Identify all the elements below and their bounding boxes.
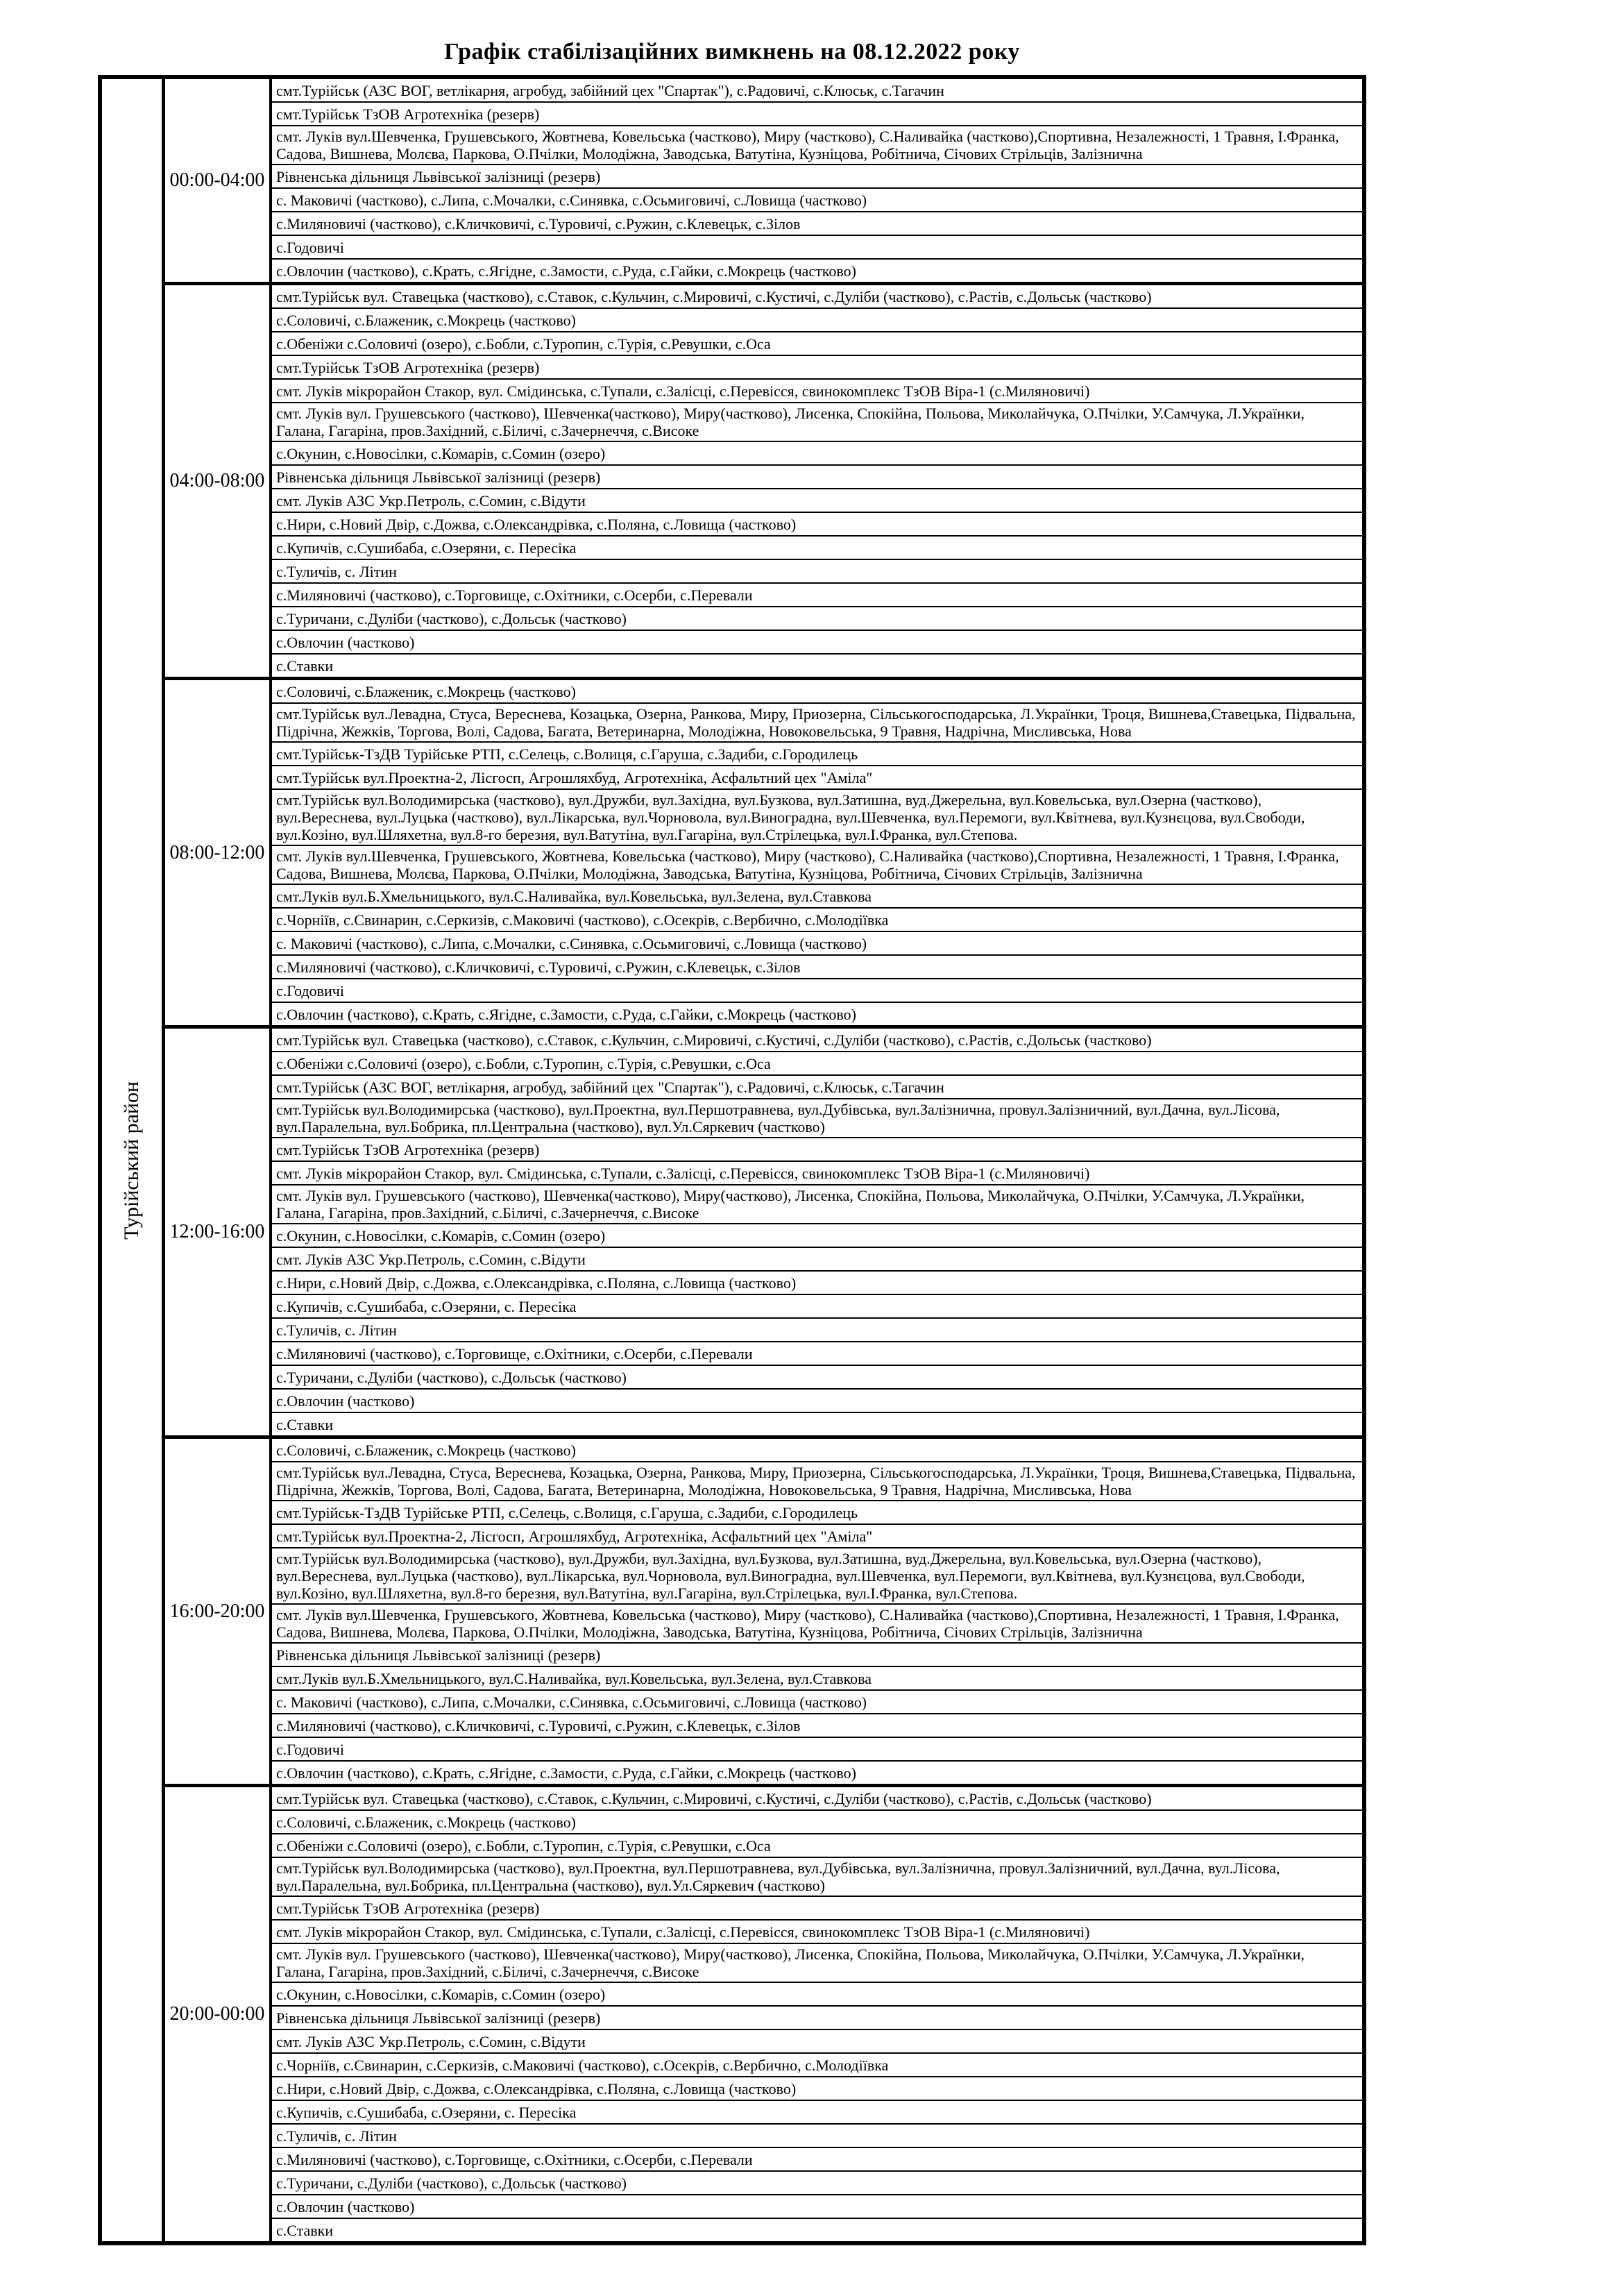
table-row: с.Годовичі	[272, 236, 1362, 260]
table-row: с.Туличів, с. Літин	[272, 560, 1362, 584]
schedule-block	[165, 1439, 1362, 1787]
table-row: смт.Турійськ-ТзДВ Турійське РТП, с.Селець, с.Волиця, с.Гаруша, с.Задиби, с.Городилець	[272, 743, 1362, 766]
table-row: с.Купичів, с.Сушибаба, с.Озеряни, с. Пересіка	[272, 1295, 1362, 1319]
table-row: смт.Турійськ вул.Проектна-2, Лісгосп, Агрошляхбуд, Агротехніка, Асфальтний цех "Аміла"	[272, 1525, 1362, 1548]
rows-container	[272, 680, 1362, 1025]
time-range-cell: 20:00-00:00	[165, 1787, 272, 2241]
schedule-block	[165, 285, 1362, 680]
table-row: смт.Турійськ вул.Левадна, Стуса, Вереснева, Козацька, Озерна, Ранкова, Миру, Приозерна, Сільськогосподарська, Л.Українки, Троця, Вишнева,Ставецька, Підвальна, Підрічна, Жежків, Торгова, Волі, Садова, Багата, Ветеринарна, Молодіжна, Новоковельська, 9 Травня, Надрічна, Мисливська, Нова	[272, 1462, 1362, 1501]
table-row: смт. Луків вул.Шевченка, Грушевського, Жовтнева, Ковельська (частково), Миру (частково), С.Наливайка (частково),Спортивна, Незалежності, 1 Травня, І.Франка, Садова, Вишнева, Молєва, Паркова, О.Пчілки, Молодіжна, Заводська, Ватутіна, Кузніцова, Робітнича, Січових Стрільців, Залізнична	[272, 846, 1362, 885]
table-row: смт.Турійськ (АЗС ВОГ, ветлікарня, агробуд, забійний цех "Спартак"), с.Радовичі, с.Клюськ, с.Тагачин	[272, 79, 1362, 103]
table-row: с. Маковичі (частково), с.Липа, с.Мочалки, с.Синявка, с.Осьмиговичі, с.Ловища (частково)	[272, 1691, 1362, 1714]
table-row: с.Овлочин (частково)	[272, 1390, 1362, 1413]
rows-container	[272, 1439, 1362, 1784]
table-row: с.Окунин, с.Новосілки, с.Комарів, с.Сомин (озеро)	[272, 1224, 1362, 1248]
region-label: Турійський район	[120, 1081, 143, 1240]
table-row: смт.Турійськ вул. Ставецька (частково), с.Ставок, с.Кульчин, с.Мировичі, с.Кустичі, с.Дуліби (частково), с.Растів, с.Дольськ (частково)	[272, 285, 1362, 309]
table-row: с.Соловичі, с.Блаженик, с.Мокрець (частково)	[272, 680, 1362, 704]
table-row: смт.Турійськ вул.Левадна, Стуса, Вереснева, Козацька, Озерна, Ранкова, Миру, Приозерна, Сільськогосподарська, Л.Українки, Троця, Вишнева,Ставецька, Підвальна, Підрічна, Жежків, Торгова, Волі, Садова, Багата, Ветеринарна, Молодіжна, Новоковельська, 9 Травня, Надрічна, Мисливська, Нова	[272, 704, 1362, 743]
table-row: с.Овлочин (частково), с.Крать, с.Ягідне, с.Замости, с.Руда, с.Гайки, с.Мокрець (частково)	[276, 1764, 856, 1782]
table-row: смт. Луків мікрорайон Стакор, вул. Смідинська, с.Тупали, с.Залісці, с.Перевісся, свинокомплекс ТзОВ Віра-1 (с.Миляновичі)	[272, 380, 1362, 403]
table-row: смт. Луків вул.Шевченка, Грушевського, Жовтнева, Ковельська (частково), Миру (частково), С.Наливайка (частково),Спортивна, Незалежності, 1 Травня, І.Франка, Садова, Вишнева, Молєва, Паркова, О.Пчілки, Молодіжна, Заводська, Ватутіна, Кузніцова, Робітнича, Січових Стрільців, Залізнична	[272, 126, 1362, 165]
table-row: с. Маковичі (частково), с.Липа, с.Мочалки, с.Синявка, с.Осьмиговичі, с.Ловища (частково)	[272, 932, 1362, 956]
table-row: смт.Турійськ вул.Володимирська (частково), вул.Дружби, вул.Західна, вул.Бузкова, вул.Затишна, вуд.Джерельна, вул.Ковельська, вул.Озерна (частково), вул.Вереснева, вул.Луцька (частково), вул.Лікарська, вул.Чорновола, вул.Виноградна, вул.Шевченка, вул.Перемоги, вул.Квітнева, вул.Кузнєцова, вул.Свободи, вул.Козіно, вул.Шляхетна, вул.8-го березня, вул.Ватутіна, вул.Гагаріна, вул.Стрілецька, вул.І.Франка, вул.Степова.	[272, 1548, 1362, 1605]
rows-container	[272, 79, 1362, 282]
table-row: Рівненська дільниця Львівської залізниці (резерв)	[272, 466, 1362, 489]
table-row: с.Обеніжи с.Соловичі (озеро), с.Бобли, с.Туропин, с.Турія, с.Ревушки, с.Оса	[272, 332, 1362, 356]
table-row: смт. Луків вул. Грушевського (частково), Шевченка(частково), Миру(частково), Лисенка, Спокійна, Польова, Миколайчука, О.Пчілки, У.Самчука, Л.Українки, Галана, Гагаріна, пров.Західний, с.Біличі, с.Зачернеччя, с.Високе	[272, 1944, 1362, 1983]
table-row: с.Туричани, с.Дуліби (частково), с.Дольськ (частково)	[272, 2172, 1362, 2195]
schedule-block	[165, 1787, 1362, 2241]
schedule-block	[165, 680, 1362, 1029]
table-row: с.Ставки	[276, 1415, 334, 1433]
table-row: с.Ставки	[276, 657, 334, 675]
table-row: с.Миляновичі (частково), с.Торговище, с.Охітники, с.Осерби, с.Перевали	[272, 1342, 1362, 1366]
table-row: смт.Турійськ ТзОВ Агротехніка (резерв)	[272, 356, 1362, 380]
table-row: с.Соловичі, с.Блаженик, с.Мокрець (частково)	[272, 309, 1362, 332]
table-row: смт. Луків АЗС Укр.Петроль, с.Сомин, с.Відути	[272, 2030, 1362, 2054]
table-row: с.Нири, с.Новий Двір, с.Дожва, с.Олександрівка, с.Поляна, с.Ловища (частково)	[272, 513, 1362, 537]
table-row: с.Овлочин (частково), с.Крать, с.Ягідне, с.Замости, с.Руда, с.Гайки, с.Мокрець (частково)	[276, 1005, 856, 1023]
table-row: с.Миляновичі (частково), с.Кличковичі, с.Туровичі, с.Ружин, с.Клевецьк, с.Зілов	[272, 1714, 1362, 1738]
table-row: смт.Турійськ вул.Володимирська (частково), вул.Дружби, вул.Західна, вул.Бузкова, вул.Затишна, вуд.Джерельна, вул.Ковельська, вул.Озерна (частково), вул.Вереснева, вул.Луцька (частково), вул.Лікарська, вул.Чорновола, вул.Виноградна, вул.Шевченка, вул.Перемоги, вул.Квітнева, вул.Кузнєцова, вул.Свободи, вул.Козіно, вул.Шляхетна, вул.8-го березня, вул.Ватутіна, вул.Гагаріна, вул.Стрілецька, вул.І.Франка, вул.Степова.	[272, 790, 1362, 846]
table-row: смт. Луків вул.Шевченка, Грушевського, Жовтнева, Ковельська (частково), Миру (частково), С.Наливайка (частково),Спортивна, Незалежності, 1 Травня, І.Франка, Садова, Вишнева, Молєва, Паркова, О.Пчілки, Молодіжна, Заводська, Ватутіна, Кузніцова, Робітнича, Січових Стрільців, Залізнична	[272, 1605, 1362, 1644]
table-row: смт. Луків вул. Грушевського (частково), Шевченка(частково), Миру(частково), Лисенка, Спокійна, Польова, Миколайчука, О.Пчілки, У.Самчука, Л.Українки, Галана, Гагаріна, пров.Західний, с.Біличі, с.Зачернеччя, с.Високе	[272, 1185, 1362, 1224]
time-range-cell: 08:00-12:00	[165, 680, 272, 1025]
table-row: с.Соловичі, с.Блаженик, с.Мокрець (частково)	[272, 1811, 1362, 1834]
table-row: смт.Турійськ-ТзДВ Турійське РТП, с.Селець, с.Волиця, с.Гаруша, с.Задиби, с.Городилець	[272, 1501, 1362, 1525]
table-row: смт.Турійськ вул. Ставецька (частково), с.Ставок, с.Кульчин, с.Мировичі, с.Кустичі, с.Дуліби (частково), с.Растів, с.Дольськ (частково)	[272, 1029, 1362, 1052]
time-range-cell: 04:00-08:00	[165, 285, 272, 677]
table-row: Рівненська дільниця Львівської залізниці (резерв)	[272, 1644, 1362, 1667]
time-range-cell: 00:00-04:00	[165, 79, 272, 282]
time-range-cell: 12:00-16:00	[165, 1029, 272, 1435]
table-row: смт.Турійськ вул.Володимирська (частково), вул.Проектна, вул.Першотравнева, вул.Дубівська, вул.Залізнична, провул.Залізничний, вул.Дачна, вул.Лісова, вул.Паралельна, вул.Бобрика, пл.Центральна (частково), вул.Ул.Сяркевич (частково)	[272, 1858, 1362, 1897]
table-row: с.Миляновичі (частково), с.Торговище, с.Охітники, с.Осерби, с.Перевали	[272, 584, 1362, 607]
table-row: смт. Луків АЗС Укр.Петроль, с.Сомин, с.Відути	[272, 1248, 1362, 1272]
table-row: с.Окунин, с.Новосілки, с.Комарів, с.Сомин (озеро)	[272, 1983, 1362, 2007]
table-row: смт.Луків вул.Б.Хмельницького, вул.С.Наливайка, вул.Ковельська, вул.Зелена, вул.Ставкова	[272, 885, 1362, 909]
table-row: с.Туличів, с. Літин	[272, 2125, 1362, 2148]
table-row: смт.Турійськ ТзОВ Агротехніка (резерв)	[272, 103, 1362, 126]
table-row: с.Миляновичі (частково), с.Кличковичі, с.Туровичі, с.Ружин, с.Клевецьк, с.Зілов	[272, 956, 1362, 979]
table-row: смт. Луків вул. Грушевського (частково), Шевченка(частково), Миру(частково), Лисенка, Спокійна, Польова, Миколайчука, О.Пчілки, У.Самчука, Л.Українки, Галана, Гагаріна, пров.Західний, с.Біличі, с.Зачернеччя, с.Високе	[272, 403, 1362, 442]
table-row: смт. Луків АЗС Укр.Петроль, с.Сомин, с.Відути	[272, 489, 1362, 513]
table-row: с.Миляновичі (частково), с.Кличковичі, с.Туровичі, с.Ружин, с.Клевецьк, с.Зілов	[272, 212, 1362, 236]
table-row: с.Чорніїв, с.Свинарин, с.Серкизів, с.Маковичі (частково), с.Осекрів, с.Вербично, с.Молодіївка	[272, 2054, 1362, 2077]
schedule-table	[98, 75, 1366, 2245]
table-row: с.Обеніжи с.Соловичі (озеро), с.Бобли, с.Туропин, с.Турія, с.Ревушки, с.Оса	[272, 1052, 1362, 1076]
table-row: с.Годовичі	[272, 1738, 1362, 1762]
blocks-container	[165, 79, 1362, 2241]
schedule-block	[165, 79, 1362, 285]
table-row: смт.Турійськ вул.Проектна-2, Лісгосп, Агрошляхбуд, Агротехніка, Асфальтний цех "Аміла"	[272, 766, 1362, 790]
table-row: с.Окунин, с.Новосілки, с.Комарів, с.Сомин (озеро)	[272, 442, 1362, 466]
table-row: с.Туличів, с. Літин	[272, 1319, 1362, 1342]
table-row: с.Овлочин (частково)	[272, 631, 1362, 655]
schedule-block	[165, 1029, 1362, 1439]
table-row: с.Купичів, с.Сушибаба, с.Озеряни, с. Пересіка	[272, 2101, 1362, 2125]
table-row: с.Соловичі, с.Блаженик, с.Мокрець (частково)	[272, 1439, 1362, 1462]
rows-container	[272, 1787, 1362, 2241]
table-row: смт.Луків вул.Б.Хмельницького, вул.С.Наливайка, вул.Ковельська, вул.Зелена, вул.Ставкова	[272, 1667, 1362, 1691]
table-row: смт. Луків мікрорайон Стакор, вул. Смідинська, с.Тупали, с.Залісці, с.Перевісся, свинокомплекс ТзОВ Віра-1 (с.Миляновичі)	[272, 1162, 1362, 1185]
table-row: с.Туричани, с.Дуліби (частково), с.Дольськ (частково)	[272, 607, 1362, 631]
region-column	[102, 79, 165, 2241]
table-row: смт.Турійськ вул. Ставецька (частково), с.Ставок, с.Кульчин, с.Мировичі, с.Кустичі, с.Дуліби (частково), с.Растів, с.Дольськ (частково)	[272, 1787, 1362, 1811]
table-row: смт. Луків мікрорайон Стакор, вул. Смідинська, с.Тупали, с.Залісці, с.Перевісся, свинокомплекс ТзОВ Віра-1 (с.Миляновичі)	[272, 1921, 1362, 1944]
table-row: с.Нири, с.Новий Двір, с.Дожва, с.Олександрівка, с.Поляна, с.Ловища (частково)	[272, 1272, 1362, 1295]
table-row: с.Миляновичі (частково), с.Торговище, с.Охітники, с.Осерби, с.Перевали	[272, 2148, 1362, 2172]
rows-container	[272, 285, 1362, 677]
table-row: с.Овлочин (частково)	[272, 2195, 1362, 2219]
table-row: с.Овлочин (частково), с.Крать, с.Ягідне, с.Замости, с.Руда, с.Гайки, с.Мокрець (частково)	[276, 262, 856, 280]
table-row: с.Ставки	[276, 2221, 334, 2239]
table-row: Рівненська дільниця Львівської залізниці (резерв)	[272, 2007, 1362, 2030]
table-row: смт.Турійськ вул.Володимирська (частково), вул.Проектна, вул.Першотравнева, вул.Дубівська, вул.Залізнична, провул.Залізничний, вул.Дачна, вул.Лісова, вул.Паралельна, вул.Бобрика, пл.Центральна (частково), вул.Ул.Сяркевич (частково)	[272, 1099, 1362, 1138]
table-row: с.Нири, с.Новий Двір, с.Дожва, с.Олександрівка, с.Поляна, с.Ловища (частково)	[272, 2077, 1362, 2101]
table-row: с.Чорніїв, с.Свинарин, с.Серкизів, с.Маковичі (частково), с.Осекрів, с.Вербично, с.Молодіївка	[272, 909, 1362, 932]
table-row: Рівненська дільниця Львівської залізниці (резерв)	[272, 165, 1362, 189]
table-row: с.Годовичі	[272, 979, 1362, 1003]
table-row: с.Обеніжи с.Соловичі (озеро), с.Бобли, с.Туропин, с.Турія, с.Ревушки, с.Оса	[272, 1834, 1362, 1858]
page-title: Графік стабілізаційних вимкнень на 08.12.2022 року	[444, 39, 1020, 65]
table-row: смт.Турійськ (АЗС ВОГ, ветлікарня, агробуд, забійний цех "Спартак"), с.Радовичі, с.Клюськ, с.Тагачин	[272, 1076, 1362, 1099]
table-row: смт.Турійськ ТзОВ Агротехніка (резерв)	[272, 1138, 1362, 1162]
table-row: смт.Турійськ ТзОВ Агротехніка (резерв)	[272, 1897, 1362, 1921]
time-range-cell: 16:00-20:00	[165, 1439, 272, 1784]
table-row: с.Купичів, с.Сушибаба, с.Озеряни, с. Пересіка	[272, 537, 1362, 560]
table-row: с. Маковичі (частково), с.Липа, с.Мочалки, с.Синявка, с.Осьмиговичі, с.Ловища (частково)	[272, 189, 1362, 212]
table-row: с.Туричани, с.Дуліби (частково), с.Дольськ (частково)	[272, 1366, 1362, 1390]
rows-container	[272, 1029, 1362, 1435]
document	[98, 39, 1366, 2245]
